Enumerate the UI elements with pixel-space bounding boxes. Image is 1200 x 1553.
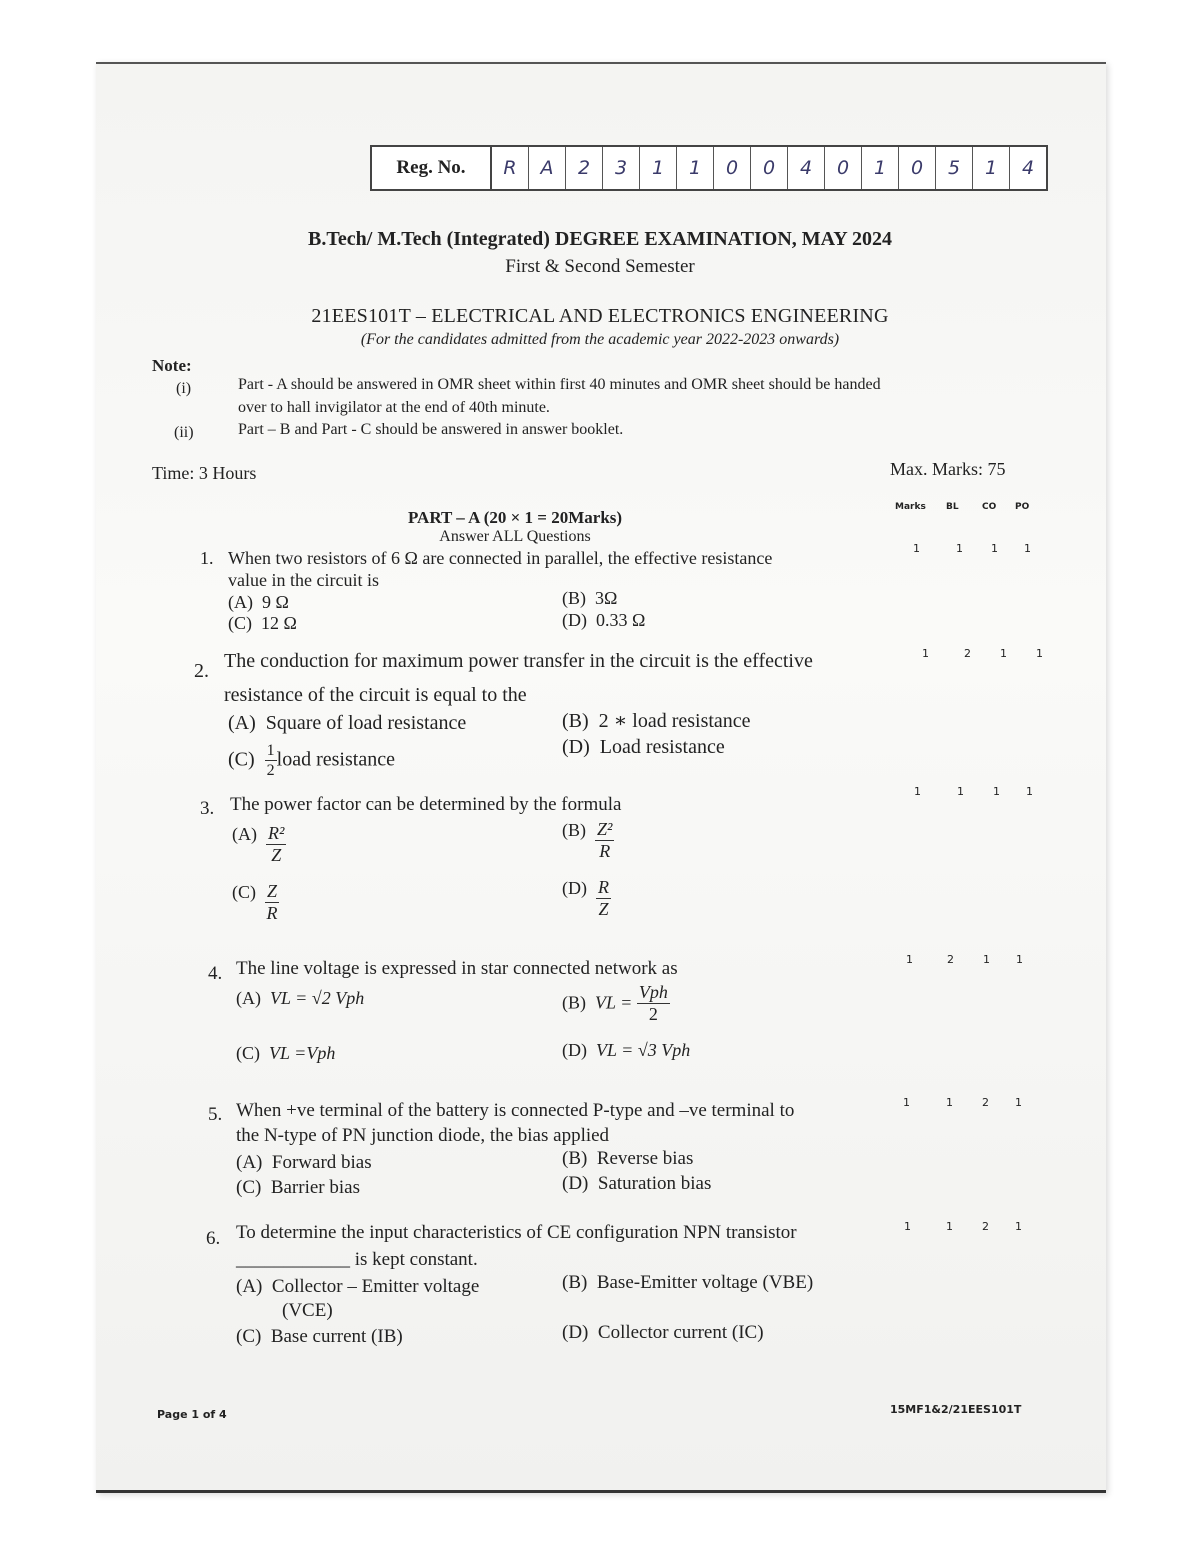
reg-no-label: Reg. No. [372,147,492,189]
exam-title: B.Tech/ M.Tech (Integrated) DEGREE EXAMINATION, MAY 2024 [308,228,892,250]
meta-po: 1 [1015,1096,1022,1109]
option-a: Square of load resistance [265,712,467,734]
meta-marks: 1 [922,647,929,660]
option-d: Load resistance [599,736,725,758]
note-text: over to hall invigilator at the end of 40th minute. [238,399,550,416]
reg-char: 0 [714,147,751,189]
reg-char: 2 [566,147,603,189]
reg-char: 1 [973,147,1010,189]
fraction-numerator: R [598,877,609,897]
fraction-denominator: 2 [266,761,275,779]
option-label: (C) [236,1177,262,1198]
question-text: ____________ is kept constant. [236,1249,478,1270]
note-num: (i) [176,380,192,397]
fraction [265,882,279,924]
fraction-denominator: Z [271,844,282,865]
fraction-numerator: Vph [638,982,668,1002]
admitted-note: (For the candidates admitted from the academic year 2022-2023 onwards) [360,331,840,348]
option-c: Barrier bias [270,1177,360,1198]
fraction-numerator: Z [267,881,278,901]
meta-marks: 1 [906,953,913,966]
question-number: 2. [194,660,209,682]
option-a-cont: (VCE) [282,1300,333,1321]
meta-co: 1 [983,953,990,966]
meta-bl: 2 [947,953,954,966]
reg-char: 4 [1021,157,1035,179]
question-number: 4. [208,963,223,984]
meta-marks: 1 [904,1220,911,1233]
reg-char: 3 [603,147,640,189]
option-c: 12 Ω [261,613,297,633]
note-text: Part – B and Part - C should be answered in answer booklet. [238,421,624,438]
option-label: (A) [236,1152,263,1173]
option-label: (D) [562,878,587,898]
reg-char: 1 [677,147,714,189]
question-text: resistance of the circuit is equal to the [224,684,527,706]
reg-char: 0 [899,147,936,189]
question-text: The line voltage is expressed in star connected network as [236,958,678,979]
col-co: CO [982,502,997,512]
col-po: PO [1015,502,1030,512]
fraction [265,742,277,780]
option-b: 3Ω [595,588,618,608]
meta-co: 2 [982,1220,989,1233]
option-label: (D) [562,736,590,758]
note-label: Note: [152,356,192,375]
fraction [266,824,286,866]
fraction-numerator: R² [268,823,285,843]
meta-marks: 1 [913,542,920,555]
question-text: To determine the input characteristics of CE configuration NPN transistor [236,1222,797,1243]
option-label: (A) [236,1276,263,1297]
question-number: 1. [200,548,214,568]
col-marks: Marks [895,502,926,512]
option-b: Base-Emitter voltage (VBE) [596,1272,814,1293]
option-d: VL = √3 Vph [596,1040,691,1060]
option-a: Forward bias [271,1152,372,1173]
meta-co: 1 [1000,647,1007,660]
question-text: The power factor can be determined by the formula [230,794,622,815]
option-label: (C) [236,1043,260,1063]
question-text: value in the circuit is [228,570,379,590]
reg-char: 0 [751,147,788,189]
option-b: Reverse bias [596,1148,694,1169]
option-label: (A) [228,712,256,734]
meta-po: 1 [1015,1220,1022,1233]
option-label: (A) [232,824,257,844]
exam-time: Time: 3 Hours [152,463,257,483]
meta-bl: 1 [946,1096,953,1109]
paper-code: 15MF1&2/21EES101T [890,1403,1022,1416]
option-a: VL = √2 Vph [270,988,365,1008]
fraction [595,820,614,862]
page-number: Page 1 of 4 [157,1408,227,1421]
option-label: (D) [562,1173,589,1194]
question-text: When two resistors of 6 Ω are connected in parallel, the effective resistance [228,548,773,568]
option-label: (B) [562,820,586,840]
part-a-instruction: Answer ALL Questions [439,528,591,545]
option-label: (B) [562,992,586,1013]
reg-char: 5 [936,147,973,189]
fraction-denominator: Z [598,898,609,919]
meta-co: 1 [993,785,1000,798]
option-label: (D) [562,1322,589,1343]
option-label: (A) [228,592,253,612]
option-d: Saturation bias [597,1173,712,1194]
meta-bl: 1 [956,542,963,555]
reg-char: 1 [862,147,899,189]
part-a-title: PART – A (20 × 1 = 20Marks) [407,508,623,527]
reg-char: 4 [788,147,825,189]
fraction-numerator: 1 [266,742,275,759]
meta-po: 1 [1016,953,1023,966]
meta-co: 1 [991,542,998,555]
option-label: (C) [228,613,252,633]
reg-char: R [492,147,529,189]
option-label: (C) [236,1326,262,1347]
question-text: The conduction for maximum power transfer in the circuit is the effective [224,650,813,672]
option-b: 2 ∗ load resistance [598,710,751,732]
option-label: (A) [236,988,261,1008]
fraction [596,878,611,920]
fraction [637,983,670,1025]
meta-marks: 1 [914,785,921,798]
meta-bl: 2 [964,647,971,660]
meta-bl: 1 [957,785,964,798]
question-text: When +ve terminal of the battery is connected P-type and –ve terminal to [236,1100,795,1121]
option-label: (C) [228,748,255,771]
semester: First & Second Semester [505,256,695,277]
fraction-denominator: R [599,840,611,861]
option-label: (B) [562,1272,588,1293]
question-number: 6. [206,1228,221,1249]
reg-no-box [370,145,1048,191]
reg-char: 0 [825,147,862,189]
option-label: (B) [562,588,586,608]
fraction-denominator: 2 [648,1003,658,1024]
option-label: (B) [562,710,589,732]
meta-po: 1 [1024,542,1031,555]
option-a: 9 Ω [262,592,289,612]
option-a: Collector – Emitter voltage [271,1276,480,1297]
meta-po: 1 [1036,647,1043,660]
col-bl: BL [946,502,959,512]
reg-char: A [529,147,566,189]
option-b-lhs: VL = [595,992,633,1013]
option-label: (D) [562,610,587,630]
meta-bl: 1 [946,1220,953,1233]
fraction-numerator: Z² [597,819,613,839]
reg-char: 1 [640,147,677,189]
max-marks: Max. Marks: 75 [890,459,1006,479]
option-d: 0.33 Ω [596,610,646,630]
option-c: VL =Vph [269,1043,336,1063]
note-text: Part - A should be answered in OMR sheet within first 40 minutes and OMR sheet should be handed [238,376,881,393]
course-title: 21EES101T – ELECTRICAL AND ELECTRONICS ENGINEERING [311,305,889,327]
option-label: (C) [232,882,256,902]
meta-co: 2 [982,1096,989,1109]
option-d: Collector current (IC) [597,1322,764,1343]
option-label: (D) [562,1040,587,1060]
question-text: the N-type of PN junction diode, the bias applied [236,1125,610,1146]
fraction-denominator: R [266,902,278,923]
question-number: 5. [208,1104,223,1125]
meta-marks: 1 [903,1096,910,1109]
option-c: load resistance [276,748,395,771]
note-num: (ii) [174,424,194,441]
option-label: (B) [562,1148,588,1169]
meta-po: 1 [1026,785,1033,798]
option-c: Base current (IB) [270,1326,403,1347]
question-number: 3. [200,798,215,819]
